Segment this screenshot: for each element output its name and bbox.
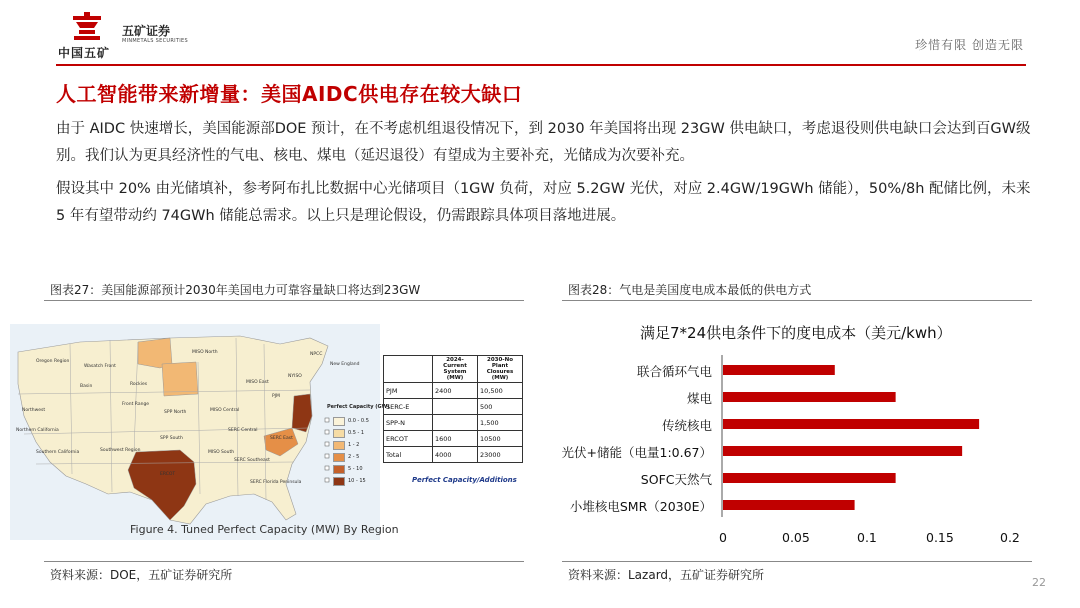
table-row: Total 4000 23000 <box>384 447 523 463</box>
legend-swatch <box>333 441 345 450</box>
region-label: SERC Southeast <box>234 458 270 463</box>
cost-bar-chart <box>720 355 1020 525</box>
x-tick-label: 0.15 <box>926 530 954 545</box>
region-label: Northern California <box>16 428 59 433</box>
category-label: 传统核电 <box>661 418 712 433</box>
page-number: 22 <box>1032 576 1046 589</box>
category-label: 联合循环气电 <box>636 364 712 379</box>
bar-4 <box>723 446 962 456</box>
map-legend <box>333 415 369 487</box>
category-label: 光伏+储能（电量1:0.67） <box>561 445 712 460</box>
us-capacity-map <box>10 324 380 540</box>
bar-1 <box>723 365 835 375</box>
region-label: Basin <box>80 384 93 389</box>
logo-text: 中国五矿 <box>58 46 111 60</box>
region-label: MISO North <box>192 350 218 355</box>
region-label: MISO South <box>208 450 235 455</box>
right-source: 资料来源：Lazard，五矿证券研究所 <box>568 568 765 582</box>
slogan: 珍惜有限 创造无限 <box>915 38 1024 52</box>
slide-title: 人工智能带来新增量：美国AIDC供电存在较大缺口 <box>56 82 523 106</box>
map-figure-caption: Figure 4. Tuned Perfect Capacity (MW) By Region <box>130 523 399 536</box>
right-source-rule <box>562 561 1032 562</box>
region-label: Southern California <box>36 450 80 455</box>
region-label: SPP South <box>160 436 183 441</box>
region-label: MISO East <box>246 380 269 385</box>
region-label: Wasatch Front <box>84 364 116 369</box>
bar-5 <box>723 473 896 483</box>
table-row: SPP-N 1,500 <box>384 415 523 431</box>
region-label: MISO Central <box>210 408 240 413</box>
legend-swatch <box>333 477 345 486</box>
us-map-svg <box>10 324 380 540</box>
legend-swatch <box>333 429 345 438</box>
region-label: Rockies <box>130 382 148 387</box>
table-row: ERCOT 1600 10500 <box>384 431 523 447</box>
region-label: Southwest Region <box>100 448 141 453</box>
table-row: SERC-E 500 <box>384 399 523 415</box>
legend-item: 10 - 15 <box>333 475 369 487</box>
body-paragraph-1: 由于 AIDC 快速增长，美国能源部DOE 预计，在不考虑机组退役情况下，到 2030 年美国将出现 23GW 供电缺口，考虑退役则供电缺口会达到百GW级别。我们认为更具经济性的气电、核电、煤电（延迟退役）有望成为主要补充，光储成为次要补充。 <box>56 121 1031 164</box>
category-label: SOFC天然气 <box>640 472 712 487</box>
category-label: 小堆核电SMR（2030E） <box>569 499 712 514</box>
category-label: 煤电 <box>686 391 712 406</box>
region-label: SPP North <box>164 410 187 415</box>
legend-item: 5 - 10 <box>333 463 369 475</box>
region-label: SERC Central <box>228 428 258 433</box>
region-label: Front Range <box>122 402 150 407</box>
region-label: NPCC <box>310 352 323 357</box>
body-paragraph-2: 假设其中 20% 由光储填补，参考阿布扎比数据中心光储项目（1GW 负荷，对应 5.2GW 光伏，对应 2.4GW/19GWh 储能），50%/8h 配储比例，未来 5 年有望带动约 74GWh 储能总需求。以上只是理论假设，仍需跟踪具体项目落地进展。 <box>56 181 1031 224</box>
region-label: SERC Florida Peninsula <box>250 480 302 485</box>
region-label: PJM <box>272 394 280 399</box>
region-label: NYISO <box>288 374 302 379</box>
header-divider <box>56 64 1026 66</box>
left-source-rule <box>44 561 524 562</box>
region-label: New England <box>330 362 360 367</box>
x-tick-label: 0.1 <box>857 530 877 545</box>
legend-item: 0.0 - 0.5 <box>333 415 369 427</box>
table-caption: Perfect Capacity/Additions <box>412 476 517 484</box>
x-tick-label: 0.05 <box>782 530 810 545</box>
table-header-row: 2024-Current System (MW) 2030-No Plant Closures (MW) <box>384 356 523 383</box>
left-figure-caption: 图表27：美国能源部预计2030年美国电力可靠容量缺口将达到23GW <box>50 283 421 297</box>
bar-3 <box>723 419 979 429</box>
right-figure-caption: 图表28：气电是美国度电成本最低的供电方式 <box>568 283 812 297</box>
bar-6 <box>723 500 855 510</box>
map-legend-title: Perfect Capacity (GW) <box>327 404 390 410</box>
left-source: 资料来源：DOE，五矿证券研究所 <box>50 568 233 582</box>
region-label: ERCOT <box>160 472 176 477</box>
brand-name: 五矿证券 <box>122 24 171 38</box>
x-tick-label: 0 <box>719 530 727 545</box>
bar-2 <box>723 392 896 402</box>
left-caption-rule <box>44 300 524 301</box>
legend-item: 2 - 5 <box>333 451 369 463</box>
legend-item: 1 - 2 <box>333 439 369 451</box>
legend-item: 0.5 - 1 <box>333 427 369 439</box>
x-tick-label: 0.2 <box>1000 530 1020 545</box>
chart-title: 满足7*24供电条件下的度电成本（美元/kwh） <box>640 324 952 342</box>
legend-swatch <box>333 453 345 462</box>
brand-name-en: MINMETALS SECURITIES <box>122 38 188 44</box>
region-label: SERC East <box>270 436 293 441</box>
company-logo-icon <box>70 12 104 44</box>
right-caption-rule <box>562 300 1032 301</box>
legend-swatch <box>333 465 345 474</box>
region-label: Northwest <box>22 408 46 413</box>
legend-swatch <box>333 417 345 426</box>
table-row: PJM 2400 10,500 <box>384 383 523 399</box>
capacity-table <box>383 355 523 463</box>
region-label: Oregon Region <box>36 359 70 364</box>
